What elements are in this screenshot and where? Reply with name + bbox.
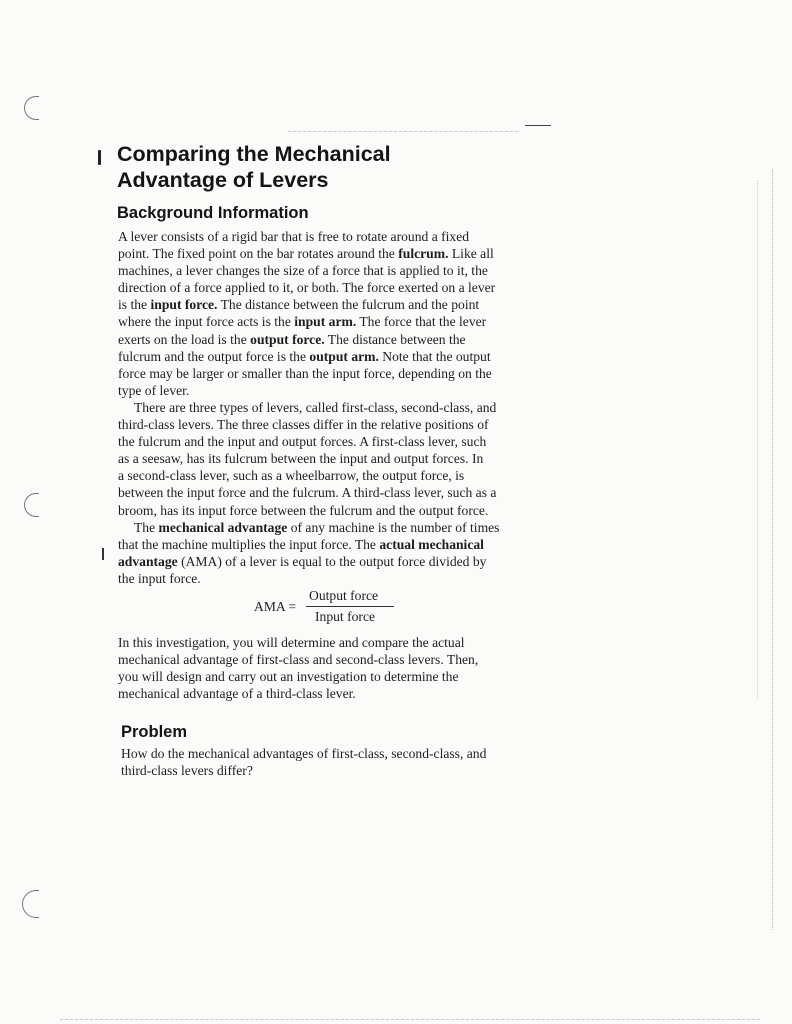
text-line: force may be larger or smaller than the input force, depending on the bbox=[118, 365, 492, 381]
scan-dash-line bbox=[60, 1019, 760, 1020]
text-line: In this investigation, you will determine and compare the actual bbox=[118, 635, 465, 650]
background-heading: Background Information bbox=[117, 204, 309, 222]
binder-hole-mark bbox=[24, 493, 39, 517]
problem-heading: Problem bbox=[121, 723, 188, 741]
text-line: direction of a force applied to it, or both. The force exerted on a lever bbox=[118, 280, 496, 296]
text-line: How do the mechanical advantages of first-class, second-class, and bbox=[121, 746, 487, 761]
term-input-force: input force. bbox=[150, 297, 218, 313]
term-mechanical-advantage: mechanical advantage bbox=[158, 520, 288, 535]
text-line: as a seesaw, has its fulcrum between the input and output forces. In bbox=[118, 451, 484, 467]
text-run: of any machine is the number of times bbox=[287, 520, 500, 535]
text-run: Note that the output bbox=[378, 348, 491, 364]
text-line bbox=[118, 296, 570, 313]
page-title bbox=[117, 141, 557, 193]
text-line: broom, has its input force between the fulcrum and the output force. bbox=[118, 502, 489, 518]
scan-dash-line bbox=[288, 131, 518, 132]
text-line: third-class levers. The three classes differ in the relative positions of bbox=[118, 417, 489, 433]
text-run: The force that the lever bbox=[356, 314, 487, 330]
title-line: Comparing the Mechanical bbox=[117, 142, 391, 166]
text-line: mechanical advantage of first-class and second-class levers. Then, bbox=[118, 652, 479, 668]
text-run: (AMA) of a lever is equal to the output force divided by bbox=[177, 554, 487, 570]
text-line bbox=[118, 519, 570, 536]
text-line bbox=[118, 536, 570, 553]
text-line bbox=[118, 331, 570, 348]
text-line bbox=[118, 553, 570, 570]
text-run: where the input force acts is the bbox=[118, 314, 295, 330]
text-line: There are three types of levers, called first-class, second-class, and bbox=[134, 400, 497, 415]
text-line: A lever consists of a rigid bar that is free to rotate around a fixed bbox=[118, 229, 470, 244]
text-run: fulcrum and the output force is the bbox=[118, 348, 310, 364]
text-run: The bbox=[134, 520, 159, 535]
text-line: third-class levers differ? bbox=[121, 763, 253, 779]
text-line bbox=[118, 245, 570, 262]
ama-formula bbox=[254, 588, 414, 628]
paragraph-mechanical-advantage bbox=[118, 519, 570, 587]
text-line bbox=[118, 348, 570, 365]
term-actual-mechanical: actual mechanical bbox=[379, 537, 484, 553]
term-fulcrum: fulcrum. bbox=[398, 246, 449, 262]
formula-lhs: AMA = bbox=[254, 599, 297, 614]
text-line bbox=[118, 313, 570, 330]
fraction-bar bbox=[306, 606, 394, 607]
term-output-force: output force. bbox=[250, 331, 325, 347]
term-input-arm: input arm. bbox=[294, 314, 357, 330]
formula-denominator: Input force bbox=[315, 609, 376, 624]
title-line: Advantage of Levers bbox=[117, 168, 329, 192]
text-line: you will design and carry out an investigation to determine the bbox=[118, 669, 459, 685]
text-line: the fulcrum and the input and output forces. A first-class lever, such bbox=[118, 434, 487, 450]
text-line: machines, a lever changes the size of a force that is applied to it, the bbox=[118, 263, 488, 279]
term-advantage: advantage bbox=[118, 554, 178, 570]
margin-mark bbox=[102, 548, 104, 560]
paragraph-lever-types bbox=[118, 399, 570, 519]
text-line: mechanical advantage of a third-class lever. bbox=[118, 686, 356, 702]
title-margin-mark bbox=[98, 150, 101, 165]
text-line: type of lever. bbox=[118, 382, 190, 398]
term-output-arm: output arm. bbox=[309, 348, 379, 364]
scan-edge-line bbox=[772, 170, 773, 930]
text-run: that the machine multiplies the input force. The bbox=[118, 537, 380, 553]
text-line: the input force. bbox=[118, 571, 201, 587]
text-run: exerts on the load is the bbox=[118, 331, 251, 347]
text-line: a second-class lever, such as a wheelbarrow, the output force, is bbox=[118, 468, 465, 484]
binder-hole-mark bbox=[24, 96, 39, 120]
scan-edge-line bbox=[757, 180, 758, 700]
text-run: point. The fixed point on the bar rotates around the bbox=[118, 246, 399, 262]
text-run: is the bbox=[118, 297, 151, 313]
text-run: Like all bbox=[448, 246, 494, 262]
paragraph-background bbox=[118, 228, 570, 399]
text-run: The distance between the bbox=[324, 331, 466, 347]
text-line: between the input force and the fulcrum. A third-class lever, such as a bbox=[118, 485, 497, 501]
scan-mark bbox=[525, 125, 551, 126]
text-run: The distance between the fulcrum and the point bbox=[217, 297, 480, 313]
paragraph-investigation bbox=[118, 634, 570, 702]
paragraph-problem bbox=[121, 745, 573, 779]
binder-hole-mark bbox=[22, 890, 39, 918]
formula-numerator: Output force bbox=[309, 588, 379, 603]
